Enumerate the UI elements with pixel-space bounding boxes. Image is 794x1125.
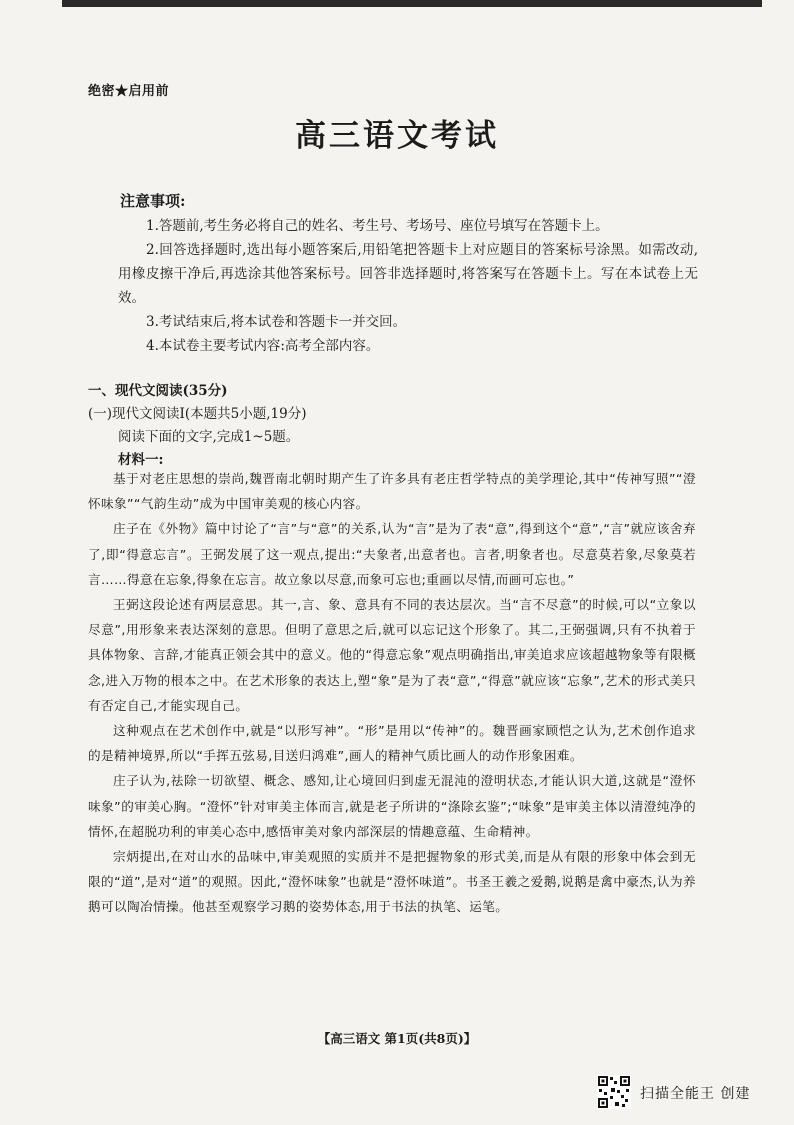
passage-paragraph: 这种观点在艺术创作中,就是“以形写神”。“形”是用以“传神”的。魏晋画家顾恺之认为,艺术创作追求的是精神境界,所以“手挥五弦易,目送归鸿难”,画人的精神气质比画人的动作形象困难。 <box>88 723 696 764</box>
section-subtitle: (一)现代文阅读Ⅰ(本题共5小题,19分) <box>88 406 307 422</box>
material-label: 材料一: <box>118 452 164 468</box>
confidential-label: 绝密★启用前 <box>88 84 170 99</box>
passage-paragraph: 王弼这段论述有两层意思。其一,言、象、意具有不同的表达层次。当“言不尽意”的时候,可以“立象以尽意”,用形象来表达深刻的意思。但明了意思之后,就可以忘记这个形象了。其二,王弼强调,只有不执着于具体物象、言辞,才能真正领会其中的意义。他的“得意忘象”观点明确指出,审美追求应该超越物象等有限概念,进入万物的根本之中。在艺术形象的表达上,塑“象”是为了表“意”,“得意”就应该“忘象”,艺术的形式美只有否定自己,才能实现自己。 <box>88 597 696 713</box>
section-instruction: 阅读下面的文字,完成1~5题。 <box>118 429 300 445</box>
page-footer: 【高三语文 第1页(共8页)】 <box>317 1031 477 1046</box>
exam-title: 高三语文考试 <box>295 118 499 154</box>
passage-paragraph: 庄子认为,祛除一切欲望、概念、感知,让心境回归到虚无混沌的澄明状态,才能认识大道,这就是“澄怀味象”的审美心胸。“澄怀”针对审美主体而言,就是老子所讲的“涤除玄鉴”;“味象”是审美主体以清澄纯净的情怀,在超脱功利的审美心态中,感悟审美对象内部深层的情趣意蕴、生命精神。 <box>88 773 696 839</box>
notes-heading: 注意事项: <box>120 192 186 210</box>
section-title: 一、现代文阅读(35分) <box>88 383 228 399</box>
qr-code-icon <box>597 1075 631 1109</box>
note-item: 3.考试结束后,将本试卷和答题卡一并交回。 <box>146 314 407 330</box>
note-item: 4.本试卷主要考试内容:高考全部内容。 <box>146 338 380 354</box>
passage-paragraph: 宗炳提出,在对山水的品味中,审美观照的实质并不是把握物象的形式美,而是从有限的形象中体会到无限的“道”,是对“道”的观照。因此,“澄怀味象”也就是“澄怀味道”。书圣王羲之爱鹅,说鹅是禽中豪杰,认为养鹅可以陶冶情操。他甚至观察学习鹅的姿势体态,用于书法的执笔、运笔。 <box>88 849 696 915</box>
note-item: 1.答题前,考生务必将自己的姓名、考生号、考场号、座位号填写在答题卡上。 <box>146 218 609 234</box>
notes-list <box>118 214 698 358</box>
scan-top-edge <box>62 0 762 7</box>
passage-paragraph: 庄子在《外物》篇中讨论了“言”与“意”的关系,认为“言”是为了表“意”,得到这个“意”,“言”就应该舍弃了,即“得意忘言”。王弼发展了这一观点,提出:“夫象者,出意者也。言者,明象者也。尽意莫若象,尽象莫若言……得意在忘象,得象在忘言。故立象以尽意,而象可忘也;重画以尽情,而画可忘也。” <box>88 521 696 587</box>
scanner-watermark: 扫描全能王 创建 <box>640 1086 751 1102</box>
passage-paragraph: 基于对老庄思想的崇尚,魏晋南北朝时期产生了许多具有老庄哲学特点的美学理论,其中“传神写照”“澄怀味象”“气韵生动”成为中国审美观的核心内容。 <box>88 471 696 512</box>
passage <box>88 466 696 920</box>
note-item: 2.回答选择题时,选出每小题答案后,用铅笔把答题卡上对应题目的答案标号涂黑。如需改动,用橡皮擦干净后,再选涂其他答案标号。回答非选择题时,将答案写在答题卡上。写在本试卷上无效。 <box>118 242 698 306</box>
